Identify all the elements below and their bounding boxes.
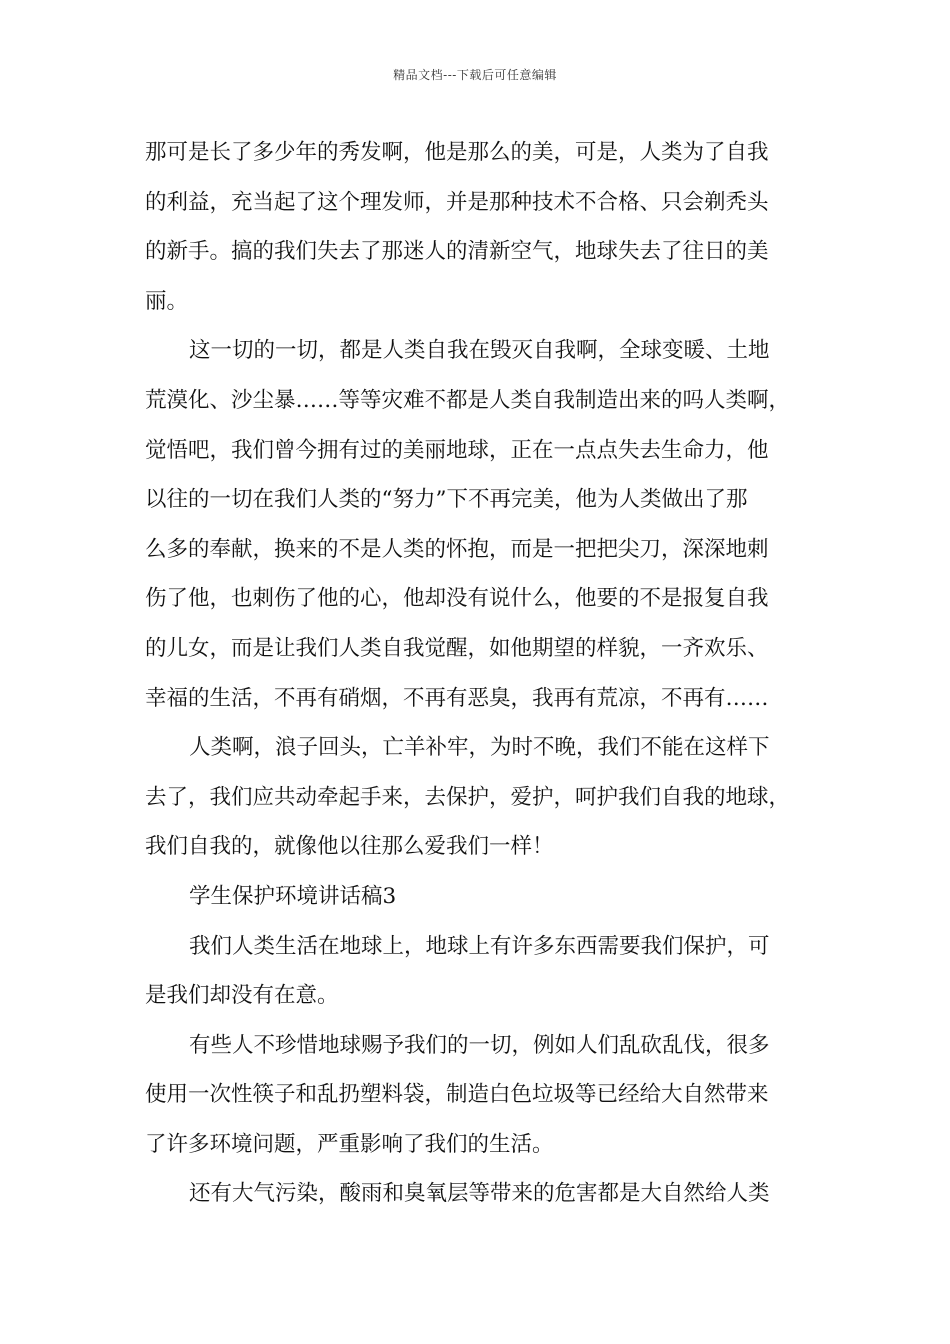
text-line: 是我们却没有在意。	[145, 983, 339, 1009]
text-line: 以往的一切在我们人类的“努力”下不再完美，他为人类做出了那	[145, 487, 748, 513]
text-line: 伤了他，也刺伤了他的心，他却没有说什么，他要的不是报复自我	[145, 586, 769, 612]
text-line: 还有大气污染，酸雨和臭氧层等带来的危害都是大自然给人类	[189, 1181, 770, 1207]
text-line: 丽。	[145, 288, 189, 314]
text-line: 使用一次性筷子和乱扔塑料袋，制造白色垃圾等已经给大自然带来	[145, 1082, 769, 1108]
page-header: 精品文档---下载后可任意编辑	[393, 68, 557, 82]
text-line: 么多的奉献，换来的不是人类的怀抱，而是一把把尖刀，深深地刺	[145, 536, 769, 562]
text-line: 有些人不珍惜地球赐予我们的一切，例如人们乱砍乱伐，很多	[189, 1032, 770, 1058]
text-line: 幸福的生活，不再有硝烟，不再有恶臭，我再有荒凉，不再有……	[145, 685, 769, 711]
text-line: 去了，我们应共动牵起手来，去保护，爱护，呵护我们自我的地球，	[145, 784, 791, 810]
text-line: 的儿女，而是让我们人类自我觉醒，如他期望的样貌，一齐欢乐、	[145, 635, 769, 661]
text-line: 人类啊，浪子回头，亡羊补牢，为时不晚，我们不能在这样下	[189, 735, 770, 761]
text-line: 的新手。搞的我们失去了那迷人的清新空气，地球失去了往日的美	[145, 239, 769, 265]
text-line: 那可是长了多少年的秀发啊，他是那么的美，可是，人类为了自我	[145, 140, 769, 165]
text-line: 这一切的一切，都是人类自我在毁灭自我啊，全球变暖、土地	[189, 338, 770, 364]
text-line: 了许多环境问题，严重影响了我们的生活。	[145, 1131, 554, 1157]
text-line: 我们自我的，就像他以往那么爱我们一样！	[145, 834, 554, 860]
document-body	[145, 128, 815, 1219]
text-line: 荒漠化、沙尘暴……等等灾难不都是人类自我制造出来的吗人类啊，	[145, 387, 791, 413]
text-line: 的利益，充当起了这个理发师，并是那种技术不合格、只会剃秃头	[145, 189, 769, 215]
text-line: 觉悟吧，我们曾今拥有过的美丽地球，正在一点点失去生命力，他	[145, 437, 769, 463]
text-line: 我们人类生活在地球上，地球上有许多东西需要我们保护，可	[189, 933, 770, 959]
text-line: 学生保护环境讲话稿3	[189, 883, 397, 909]
